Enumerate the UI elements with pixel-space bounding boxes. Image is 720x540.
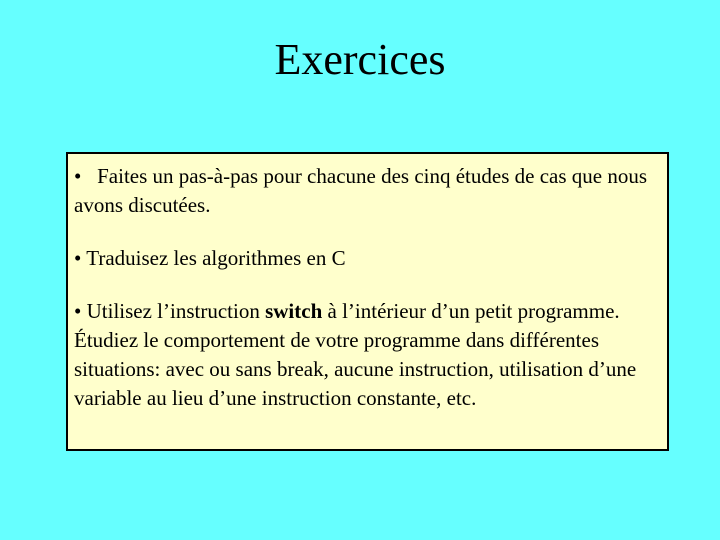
exercise-box bbox=[66, 152, 669, 451]
bullet-marker: • bbox=[74, 299, 82, 323]
bullet-text-after: à l’intérieur d’un petit programme. Étudiez le comportement de votre programme dans différentes situations: avec ou sans break, aucune instruction, utilisation d’une variable au lieu d’une instruction constante, etc. bbox=[74, 299, 637, 410]
switch-keyword: switch bbox=[265, 299, 323, 323]
bullet-marker: • bbox=[74, 164, 82, 188]
bullet-item-walkthrough bbox=[74, 162, 661, 220]
bullet-item-translate bbox=[74, 244, 661, 273]
bullet-text-before: Utilisez l’instruction bbox=[86, 299, 266, 323]
bullet-marker: • bbox=[74, 246, 82, 270]
bullet-item-switch bbox=[74, 297, 661, 413]
slide-title: Exercices bbox=[274, 35, 446, 84]
bullet-text: Faites un pas-à-pas pour chacune des cinq études de cas que nous avons discutées. bbox=[74, 164, 648, 217]
bullet-text: Traduisez les algorithmes en C bbox=[86, 246, 346, 270]
